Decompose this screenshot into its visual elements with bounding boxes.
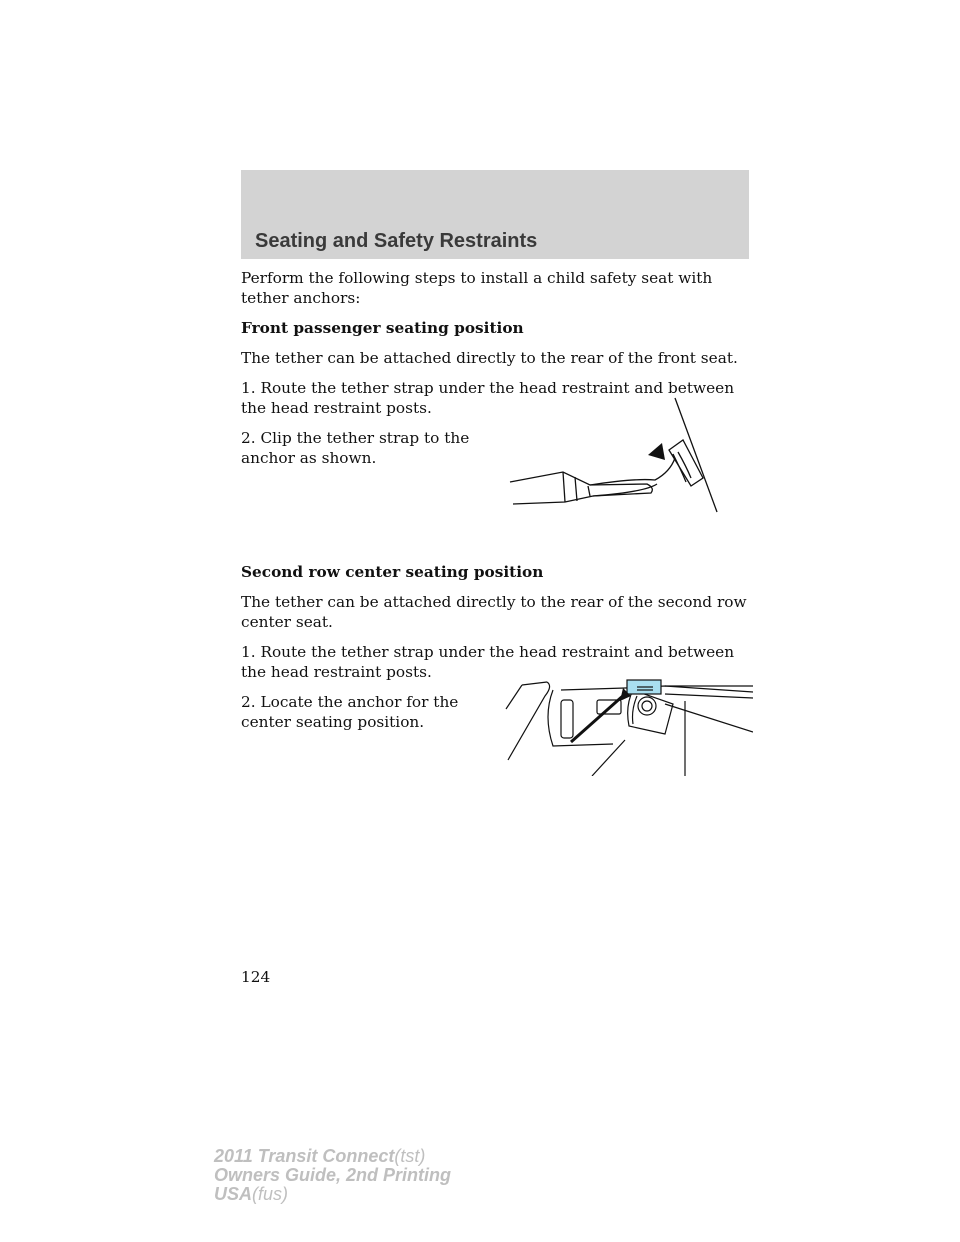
section-title: Seating and Safety Restraints [255,230,538,252]
front-step-2: 2. Clip the tether strap to the anchor as shown. [241,429,470,467]
second-row-heading: Second row center seating position [241,563,544,581]
footer-line-3: USA(fus) [214,1184,289,1204]
intro-paragraph: Perform the following steps to install a child safety seat with tether anchors: [241,269,713,307]
front-passenger-heading: Front passenger seating position [241,319,524,337]
second-step-2: 2. Locate the anchor for the center seating position. [241,693,459,731]
footer [214,1147,451,1204]
center-anchor-illustration [505,676,753,776]
footer-line-2: Owners Guide, 2nd Printing [214,1165,452,1185]
tether-strap-illustration [505,392,727,516]
front-step-1: 1. Route the tether strap under the head restraint and between the head restraint posts. [241,379,735,417]
second-row-text: The tether can be attached directly to the rear of the second row center seat. [241,593,747,631]
front-passenger-text: The tether can be attached directly to the rear of the front seat. [241,349,738,367]
second-step-1: 1. Route the tether strap under the head restraint and between the head restraint posts. [241,643,735,681]
page-number: 124 [241,968,271,986]
footer-line-1: 2011 Transit Connect(tst) [214,1146,426,1166]
